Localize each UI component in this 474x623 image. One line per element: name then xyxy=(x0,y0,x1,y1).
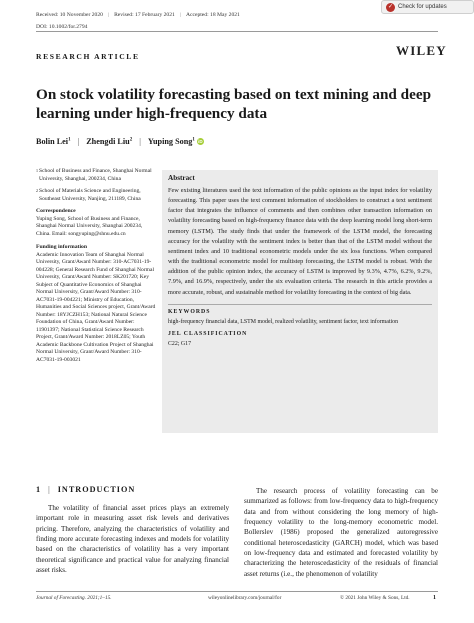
affiliation-text: School of Materials Science and Engineering, Southeast University, Nanjing, 211189, China xyxy=(39,188,141,202)
paper-title: On stock volatility forecasting based on text mining and deep learning under high-frequency data xyxy=(36,86,432,122)
body-paragraph-left: The volatility of financial asset prices plays an extremely important role in measuring asset risk levels and derivatives pricing. Therefore, analyzing the characteristics of volatility and finding more accurate forecasting indexes and models for volatility based on the characteristics of volatility has a very important theoretical significance and practical value for analyzing financial asset risks. xyxy=(36,504,229,575)
author-name: Yuping Song xyxy=(147,137,193,146)
received-date: Received: 10 November 2020 xyxy=(36,12,103,18)
author-name: Bolin Lei xyxy=(36,137,69,146)
author-info-sidebar xyxy=(36,168,158,370)
affiliation-number: 1 xyxy=(36,168,38,173)
funding-heading: Funding information xyxy=(36,244,88,250)
check-updates-label: Check for updates xyxy=(398,4,447,10)
correspondence-text: Yuping Song, School of Business and Finance, Shanghai Normal University, Shanghai 200234, China. Email: songyuping@shnu.edu.cn xyxy=(36,215,143,237)
header-divider xyxy=(36,31,438,32)
author-affiliation-mark: 1 xyxy=(192,137,195,143)
journal-citation: Journal of Forecasting. 2021;1–15. xyxy=(36,595,112,601)
copyright: © 2021 John Wiley & Sons, Ltd. xyxy=(340,595,410,601)
abstract-text: Few existing literatures used the text information of the public opinions as the input index for volatility forecasting. This paper uses the text comment information of stockholders to construct a text sentiment factor that integrates the influence of comments and then combines other transaction information on volatility forecasting based on high-frequency finance data with the deep learning model long short-term memory (LSTM). The study finds that under the framework of the LSTM model, the forecasting accuracy for the volatility with the sentiment index is better than that of the LSTM model without the sentiment index and 10 traditional econometric models under the six loss functions. When compared with the traditional econometric model for multistep forecasting, the LSTM model is robust. With the addition of the public opinion index, the accuracy of LSTM is improved by 9.3%, 4.7%, 6.2%, 9.2%, 7.9%, and 16.9%, respectively, under the six evaluation criteria. The research in this article provides a more accurate, robust, and sustainable method for volatility forecasting in the context of big data. xyxy=(168,187,432,296)
jel-text: C22; G17 xyxy=(168,340,192,347)
author[interactable] xyxy=(148,137,204,146)
accepted-date: Accepted: 18 May 2021 xyxy=(185,12,240,18)
body-paragraph-right: The research process of volatility forecasting can be summarized as follows: from low-frequency data to high-frequency data and from without considering the long memory of high-frequency volatility to the long-memory econometric model. Bollerslev (1986) proposed the generalized autoregressive conditional heteroscedasticity (GARCH) model, which was based on low-frequency data and estimated and forecasted volatility by characterizing the heteroscedasticity of the residuals of financial asset returns (i.e., the phenomenon of volatility xyxy=(244,487,438,578)
revised-date: Revised: 17 February 2021 xyxy=(114,12,175,18)
abstract-heading: Abstract xyxy=(168,174,195,182)
abstract-box xyxy=(162,170,438,433)
author-affiliation-mark: 2 xyxy=(129,137,133,143)
author-name: Zhengdi Liu xyxy=(86,137,130,146)
affiliation-number: 2 xyxy=(36,188,38,193)
date-separator: | xyxy=(107,12,110,18)
funding-text: Academic Innovation Team of Shanghai Normal University, Grant/Award Number: 310-AC7031-19-004228; General Research Fund of Shanghai Normal University, Grant/Award Number: SK201720; Key Subject of Quantitative Economics of Shanghai Normal University, Grant/Award Number: 310-AC7031-19-004221; Ministry of Education, Humanities and Social Sciences project, Grant/Award Number: 18YJCZH153; National Natural Science Foundation of China, Grant/Award Number: 11901397; National Statistical Science Research Project, Grant/Award Number: 2018LZ05; Youth Academic Backbone Cultivation Project of Shanghai Normal University, Grant/Award Number: 310-AC7031-19-003021 xyxy=(36,251,156,363)
funding xyxy=(36,244,158,364)
author-separator: | xyxy=(139,137,141,146)
date-separator: | xyxy=(179,12,181,18)
section-heading xyxy=(36,485,135,494)
orcid-icon[interactable]: iD xyxy=(198,139,203,144)
correspondence-heading: Correspondence xyxy=(36,208,76,214)
affiliation xyxy=(36,168,158,183)
keywords-text: high-frequency financial data, LSTM model, realized volatility, sentiment factor, text information xyxy=(168,318,399,325)
crossmark-icon: ✓ xyxy=(387,3,394,10)
section-separator: | xyxy=(48,485,51,494)
section-title: INTRODUCTION xyxy=(57,485,136,494)
article-type: RESEARCH ARTICLE xyxy=(36,52,140,61)
author-list xyxy=(36,137,204,146)
page-number: 1 xyxy=(433,595,436,601)
section-number: 1 xyxy=(36,485,42,494)
keywords-divider xyxy=(168,304,432,305)
author[interactable] xyxy=(86,137,132,146)
journal-url[interactable]: wileyonlinelibrary.com/journal/for xyxy=(208,595,282,601)
keywords-heading: KEYWORDS xyxy=(168,308,211,315)
author[interactable] xyxy=(36,137,71,146)
affiliation xyxy=(36,188,158,203)
doi[interactable]: DOI: 10.1002/for.2794 xyxy=(36,24,88,30)
publisher-logo: WILEY xyxy=(396,43,447,58)
footer-divider xyxy=(36,591,438,592)
check-updates-button[interactable] xyxy=(381,0,474,14)
author-affiliation-mark: 1 xyxy=(68,137,71,143)
jel-heading: JEL CLASSIFICATION xyxy=(168,330,248,337)
correspondence xyxy=(36,208,158,238)
affiliation-text: School of Business and Finance, Shanghai Normal University, Shanghai, 200234, China xyxy=(39,168,152,182)
author-separator: | xyxy=(77,137,80,146)
article-dates xyxy=(36,12,240,18)
